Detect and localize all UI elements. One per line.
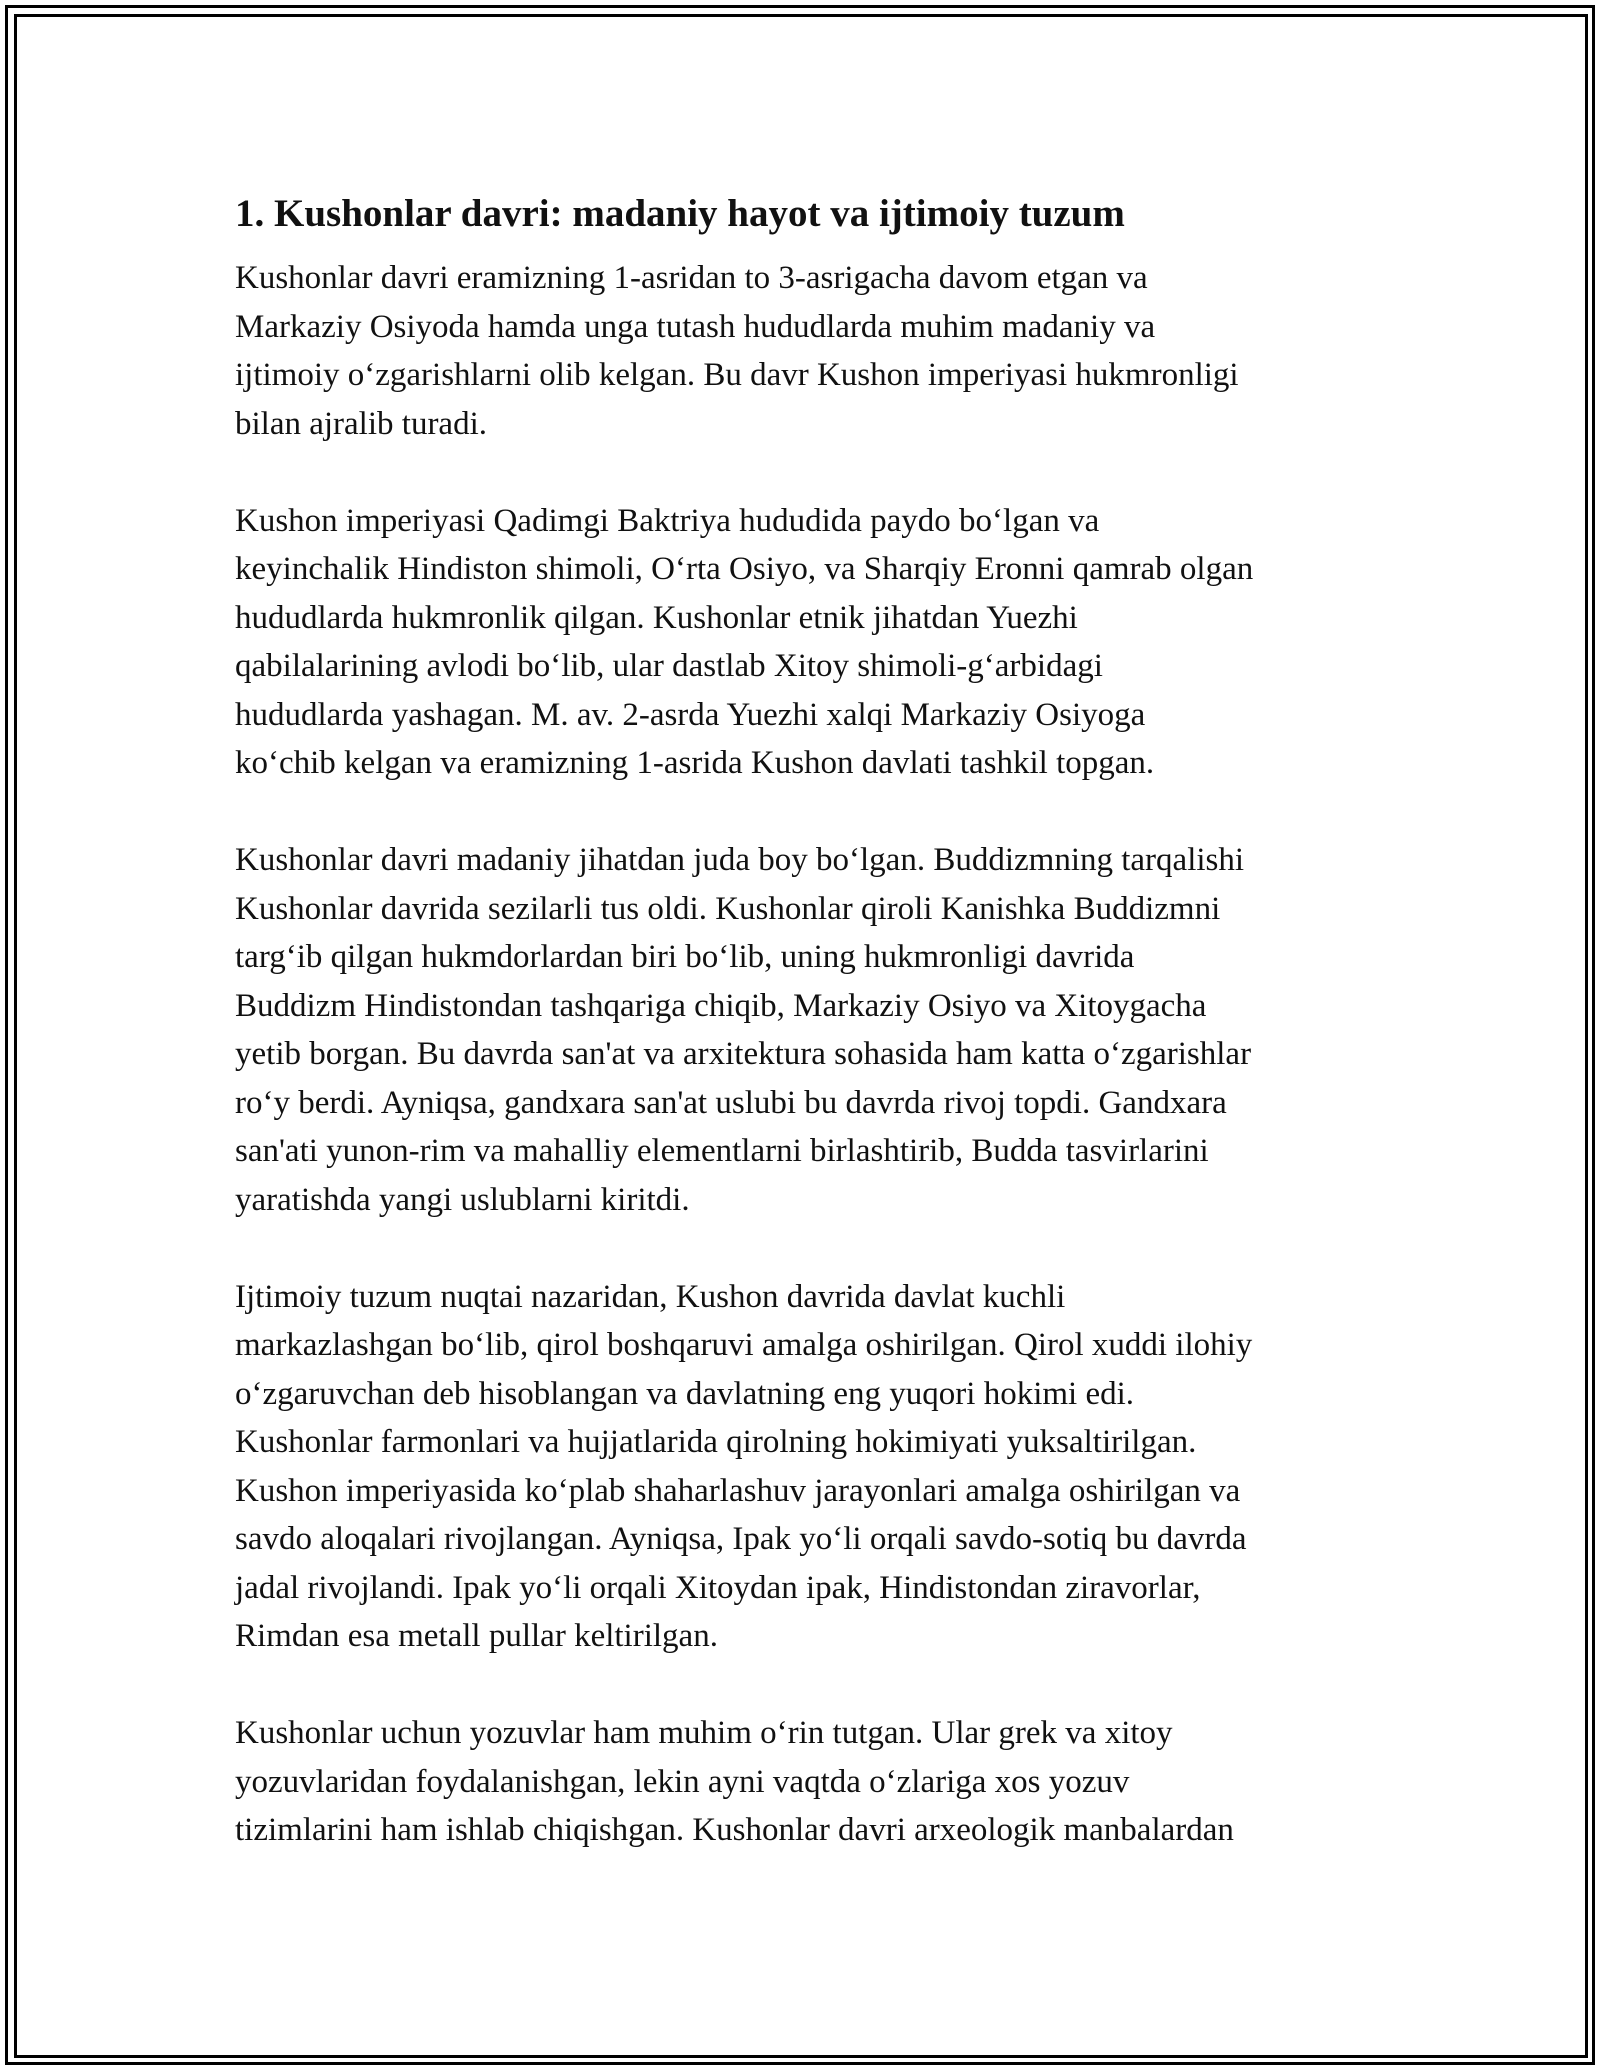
text-line: Kushonlar farmonlari va hujjatlarida qirolning hokimiyati yuksaltirilgan. (235, 1424, 1197, 1460)
text-line: san'ati yunon-rim va mahalliy elementlarni birlashtirib, Budda tasvirlarini (235, 1133, 1209, 1169)
text-line: Buddizm Hindistondan tashqariga chiqib, Markaziy Osiyo va Xitoygacha (235, 987, 1207, 1024)
text-line: hududlarda hukmronlik qilgan. Kushonlar etnik jihatdan Yuezhi (235, 599, 1078, 636)
text-line: hududlarda yashagan. M. av. 2-asrda Yuezhi xalqi Markaziy Osiyoga (235, 696, 1146, 733)
text-line: jadal rivojlandi. Ipak yo‘li orqali Xitoydan ipak, Hindistondan ziravorlar, (235, 1569, 1201, 1606)
paragraph-1 (235, 254, 1375, 448)
text-line: yozuvlaridan foydalanishgan, lekin ayni vaqtda o‘zlariga xos yozuv (235, 1763, 1130, 1800)
text-line: targ‘ib qilgan hukmdorlardan biri bo‘lib, uning hukmronligi davrida (235, 939, 1135, 975)
text-line: Ijtimoiy tuzum nuqtai nazaridan, Kushon davrida davlat kuchli (235, 1278, 1066, 1315)
text-line: keyinchalik Hindiston shimoli, O‘rta Osiyo, va Sharqiy Eronni qamrab olgan (235, 551, 1254, 587)
text-line: ro‘y berdi. Ayniqsa, gandxara san'at uslubi bu davrda rivoj topdi. Gandxara (235, 1084, 1227, 1121)
text-line: markazlashgan bo‘lib, qirol boshqaruvi amalga oshirilgan. Qirol xuddi ilohiy (235, 1327, 1253, 1363)
paragraph-2 (235, 497, 1375, 788)
text-line: bilan ajralib turadi. (235, 405, 487, 442)
text-line: savdo aloqalari rivojlangan. Ayniqsa, Ipak yo‘li orqali savdo-sotiq bu davrda (235, 1521, 1247, 1557)
text-line: ijtimoiy o‘zgarishlarni olib kelgan. Bu davr Kushon imperiyasi hukmronligi (235, 357, 1239, 393)
paragraph-3 (235, 836, 1375, 1224)
text-line: Kushon imperiyasi Qadimgi Baktriya hududida paydo bo‘lgan va (235, 502, 1100, 539)
paragraph-5 (235, 1709, 1375, 1855)
text-line: ko‘chib kelgan va eramizning 1-asrida Kushon davlati tashkil topgan. (235, 745, 1155, 781)
text-line: o‘zgaruvchan deb hisoblangan va davlatning eng yuqori hokimi edi. (235, 1375, 1135, 1412)
text-line: Kushonlar davrida sezilarli tus oldi. Kushonlar qiroli Kanishka Buddizmni (235, 890, 1221, 927)
text-line: Kushon imperiyasida ko‘plab shaharlashuv jarayonlari amalga oshirilgan va (235, 1472, 1241, 1509)
text-line: Kushonlar davri madaniy jihatdan juda boy bo‘lgan. Buddizmning tarqalishi (235, 842, 1245, 878)
text-line: Kushonlar uchun yozuvlar ham muhim o‘rin tutgan. Ular grek va xitoy (235, 1715, 1173, 1751)
text-line: yaratishda yangi uslublarni kiritdi. (235, 1181, 690, 1218)
text-line: tizimlarini ham ishlab chiqishgan. Kushonlar davri arxeologik manbalardan (235, 1812, 1234, 1848)
page-title: 1. Kushonlar davri: madaniy hayot va ijtimoiy tuzum (235, 192, 1125, 235)
text-line: Rimdan esa metall pullar keltirilgan. (235, 1618, 718, 1654)
text-line: Kushonlar davri eramizning 1-asridan to 3-asrigacha davom etgan va (235, 260, 1148, 296)
document-body (235, 186, 1375, 1903)
paragraph-4 (235, 1273, 1375, 1661)
text-line: Markaziy Osiyoda hamda unga tutash hududlarda muhim madaniy va (235, 308, 1156, 345)
text-line: yetib borgan. Bu davrda san'at va arxitektura sohasida ham katta o‘zgarishlar (235, 1036, 1252, 1072)
text-line: qabilalarining avlodi bo‘lib, ular dastlab Xitoy shimoli-g‘arbidagi (235, 648, 1103, 684)
